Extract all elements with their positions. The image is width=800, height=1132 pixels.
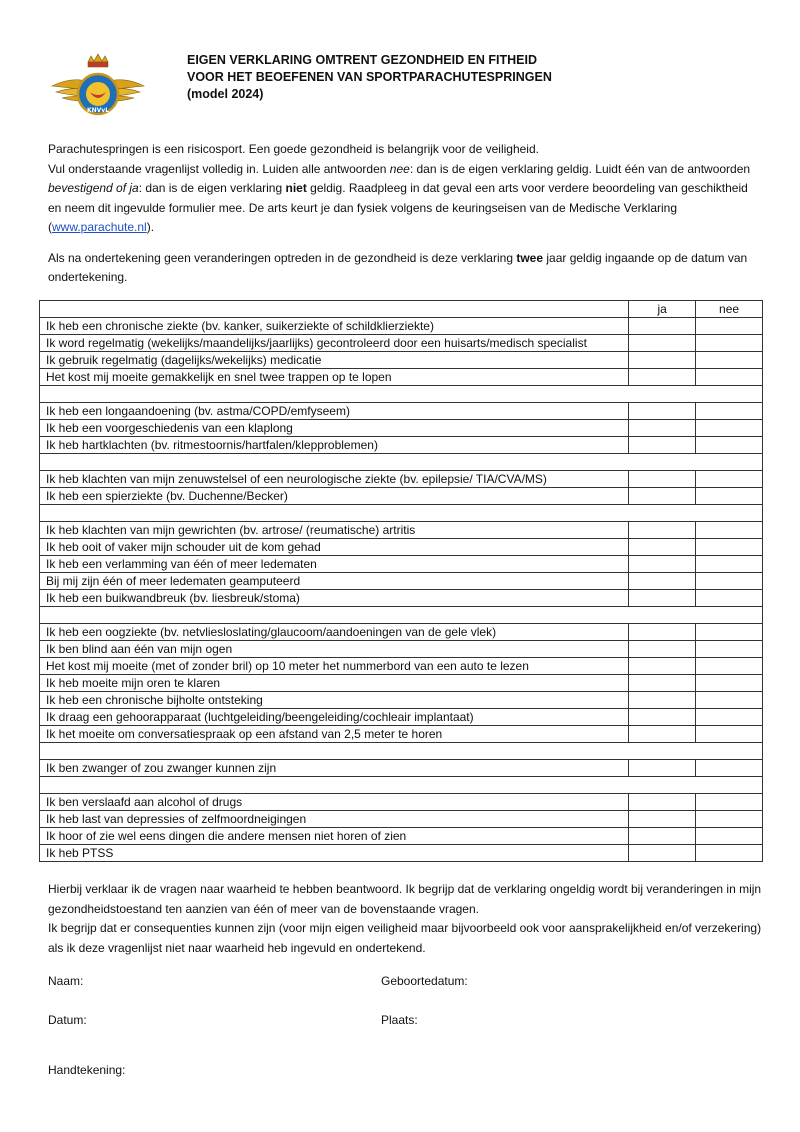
answer-nee-cell[interactable]: [696, 369, 763, 386]
declaration-paragraph-1: Hierbij verklaar ik de vragen naar waarheid te hebben beantwoord. Ik begrijp dat de verklaring ongeldig wordt bij veranderingen in mijn gezondheidstoestand ten aanzien van één of meer van de bovenstaande vragen.: [48, 882, 762, 916]
answer-nee-cell[interactable]: [696, 590, 763, 607]
question-text: Ik heb last van depressies of zelfmoordneigingen: [40, 811, 629, 828]
answer-nee-cell[interactable]: [696, 641, 763, 658]
question-row: [40, 811, 763, 828]
answer-ja-cell[interactable]: [629, 437, 696, 454]
title-line-1: EIGEN VERKLARING OMTRENT GEZONDHEID EN FITHEID: [187, 53, 538, 67]
question-column-header: [40, 301, 629, 318]
date-field-label[interactable]: Datum:: [48, 1013, 87, 1027]
question-row: [40, 573, 763, 590]
question-row: [40, 675, 763, 692]
answer-nee-cell[interactable]: [696, 828, 763, 845]
answer-nee-cell[interactable]: [696, 522, 763, 539]
answer-ja-cell[interactable]: [629, 352, 696, 369]
question-text: Ik ben verslaafd aan alcohol of drugs: [40, 794, 629, 811]
answer-nee-cell[interactable]: [696, 403, 763, 420]
answer-nee-cell[interactable]: [696, 845, 763, 862]
question-text: Ik hoor of zie wel eens dingen die andere mensen niet horen of zien: [40, 828, 629, 845]
answer-nee-cell[interactable]: [696, 539, 763, 556]
spacer-row: [40, 777, 763, 794]
question-text: Ik heb een oogziekte (bv. netvliesloslating/glaucoom/aandoeningen van de gele vlek): [40, 624, 629, 641]
answer-ja-cell[interactable]: [629, 726, 696, 743]
answer-nee-cell[interactable]: [696, 318, 763, 335]
birthdate-field-label[interactable]: Geboortedatum:: [381, 974, 468, 988]
answer-ja-cell[interactable]: [629, 675, 696, 692]
answer-nee-cell[interactable]: [696, 709, 763, 726]
answer-ja-cell[interactable]: [629, 760, 696, 777]
question-text: Ik heb een longaandoening (bv. astma/COPD/emfyseem): [40, 403, 629, 420]
spacer-cell: [40, 607, 763, 624]
question-text: Het kost mij moeite gemakkelijk en snel twee trappen op te lopen: [40, 369, 629, 386]
spacer-cell: [40, 505, 763, 522]
question-row: [40, 845, 763, 862]
answer-ja-cell[interactable]: [629, 556, 696, 573]
spacer-row: [40, 743, 763, 760]
answer-nee-cell[interactable]: [696, 811, 763, 828]
answer-nee-cell[interactable]: [696, 420, 763, 437]
question-text: Ik heb een spierziekte (bv. Duchenne/Becker): [40, 488, 629, 505]
question-row: [40, 420, 763, 437]
place-field-label[interactable]: Plaats:: [381, 1013, 418, 1027]
answer-ja-cell[interactable]: [629, 709, 696, 726]
table-header-row: [40, 301, 763, 318]
intro-text: [48, 140, 763, 288]
answer-ja-cell[interactable]: [629, 624, 696, 641]
spacer-cell: [40, 454, 763, 471]
declaration-paragraph-2: Ik begrijp dat er consequenties kunnen zijn (voor mijn eigen veiligheid maar bijvoorbeeld ook voor aansprakelijkheid en/of verzekering) als ik deze vragenlijst niet naar waarheid heb ingevuld en ondertekend.: [48, 921, 762, 955]
question-text: Ik word regelmatig (wekelijks/maandelijks/jaarlijks) gecontroleerd door een huisarts/medisch specialist: [40, 335, 629, 352]
answer-nee-cell[interactable]: [696, 692, 763, 709]
intro-paragraph-1: Vul onderstaande vragenlijst volledig in. Luiden alle antwoorden nee: dan is de eigen verklaring geldig. Luidt één van de antwoorden bevestigend of ja: dan is de eigen verklaring niet geldig. Raadpleeg in dat geval een arts voor verdere beoordeling van geschiktheid en neem dit ingevulde formulier mee. De arts keurt je dan fysiek volgens de keuringseisen van de Medische Verklaring (www.parachute.nl).: [48, 161, 751, 234]
question-row: [40, 828, 763, 845]
answer-nee-cell[interactable]: [696, 556, 763, 573]
svg-text:KNVvL: KNVvL: [86, 107, 110, 114]
answer-nee-cell[interactable]: [696, 471, 763, 488]
answer-ja-cell[interactable]: [629, 641, 696, 658]
spacer-row: [40, 454, 763, 471]
spacer-row: [40, 607, 763, 624]
question-row: [40, 352, 763, 369]
answer-nee-cell[interactable]: [696, 658, 763, 675]
question-text: Ik heb een verlamming van één of meer ledematen: [40, 556, 629, 573]
title-line-2: VOOR HET BEOEFENEN VAN SPORTPARACHUTESPRINGEN: [187, 70, 552, 84]
question-row: [40, 556, 763, 573]
signature-field-label[interactable]: Handtekening:: [48, 1063, 126, 1077]
question-row: [40, 794, 763, 811]
question-row: [40, 318, 763, 335]
answer-nee-cell[interactable]: [696, 675, 763, 692]
answer-nee-cell[interactable]: [696, 726, 763, 743]
answer-ja-cell[interactable]: [629, 471, 696, 488]
question-text: Ik heb moeite mijn oren te klaren: [40, 675, 629, 692]
answer-ja-cell[interactable]: [629, 420, 696, 437]
column-header-nee: nee: [696, 301, 763, 318]
document-title: [187, 52, 552, 103]
question-row: [40, 522, 763, 539]
question-text: Het kost mij moeite (met of zonder bril) op 10 meter het nummerbord van een auto te lezen: [40, 658, 629, 675]
answer-ja-cell[interactable]: [629, 318, 696, 335]
question-text: Ik gebruik regelmatig (dagelijks/wekelijks) medicatie: [40, 352, 629, 369]
parachute-link[interactable]: www.parachute.nl: [52, 220, 147, 234]
question-row: [40, 709, 763, 726]
spacer-cell: [40, 743, 763, 760]
spacer-cell: [40, 777, 763, 794]
answer-ja-cell[interactable]: [629, 573, 696, 590]
name-field-label[interactable]: Naam:: [48, 974, 84, 988]
crown-icon: [88, 54, 108, 67]
question-row: [40, 726, 763, 743]
question-text: Bij mij zijn één of meer ledematen geamputeerd: [40, 573, 629, 590]
answer-nee-cell[interactable]: [696, 624, 763, 641]
question-row: [40, 658, 763, 675]
question-text: Ik heb klachten van mijn zenuwstelsel of een neurologische ziekte (bv. epilepsie/ TIA/CVA/MS): [40, 471, 629, 488]
answer-nee-cell[interactable]: [696, 760, 763, 777]
health-questionnaire-table: [39, 300, 763, 862]
answer-nee-cell[interactable]: [696, 437, 763, 454]
knvvl-logo: [50, 52, 146, 124]
question-row: [40, 369, 763, 386]
answer-nee-cell[interactable]: [696, 335, 763, 352]
answer-ja-cell[interactable]: [629, 845, 696, 862]
answer-ja-cell[interactable]: [629, 403, 696, 420]
answer-ja-cell[interactable]: [629, 794, 696, 811]
spacer-row: [40, 386, 763, 403]
question-text: Ik het moeite om conversatiespraak op een afstand van 2,5 meter te horen: [40, 726, 629, 743]
answer-ja-cell[interactable]: [629, 590, 696, 607]
question-row: [40, 590, 763, 607]
question-row: [40, 437, 763, 454]
question-row: [40, 488, 763, 505]
question-row: [40, 760, 763, 777]
question-text: Ik heb een chronische ziekte (bv. kanker, suikerziekte of schildklierziekte): [40, 318, 629, 335]
intro-paragraph-2: Als na ondertekening geen veranderingen optreden in de gezondheid is deze verklaring twee jaar geldig ingaande op de datum van ondertekening.: [48, 250, 748, 284]
question-row: [40, 624, 763, 641]
question-row: [40, 471, 763, 488]
intro-line-1: Parachutespringen is een risicosport. Een goede gezondheid is belangrijk voor de veiligheid.: [48, 142, 539, 156]
answer-nee-cell[interactable]: [696, 352, 763, 369]
question-text: Ik heb een buikwandbreuk (bv. liesbreuk/stoma): [40, 590, 629, 607]
answer-ja-cell[interactable]: [629, 811, 696, 828]
question-text: Ik heb een chronische bijholte ontsteking: [40, 692, 629, 709]
answer-ja-cell[interactable]: [629, 658, 696, 675]
answer-ja-cell[interactable]: [629, 692, 696, 709]
question-text: Ik ben zwanger of zou zwanger kunnen zijn: [40, 760, 629, 777]
question-row: [40, 641, 763, 658]
question-row: [40, 403, 763, 420]
question-text: Ik heb ooit of vaker mijn schouder uit de kom gehad: [40, 539, 629, 556]
answer-ja-cell[interactable]: [629, 369, 696, 386]
declaration-text: [48, 880, 763, 958]
answer-ja-cell[interactable]: [629, 828, 696, 845]
answer-nee-cell[interactable]: [696, 573, 763, 590]
question-text: Ik ben blind aan één van mijn ogen: [40, 641, 629, 658]
question-text: Ik heb een voorgeschiedenis van een klaplong: [40, 420, 629, 437]
question-row: [40, 335, 763, 352]
answer-ja-cell[interactable]: [629, 522, 696, 539]
answer-ja-cell[interactable]: [629, 488, 696, 505]
question-text: Ik heb PTSS: [40, 845, 629, 862]
question-row: [40, 539, 763, 556]
column-header-ja: ja: [629, 301, 696, 318]
question-text: Ik heb klachten van mijn gewrichten (bv. artrose/ (reumatische) artritis: [40, 522, 629, 539]
title-line-3: (model 2024): [187, 87, 264, 101]
answer-nee-cell[interactable]: [696, 488, 763, 505]
answer-ja-cell[interactable]: [629, 539, 696, 556]
spacer-row: [40, 505, 763, 522]
answer-nee-cell[interactable]: [696, 794, 763, 811]
answer-ja-cell[interactable]: [629, 335, 696, 352]
question-text: Ik draag een gehoorapparaat (luchtgeleiding/beengeleiding/cochleair implantaat): [40, 709, 629, 726]
spacer-cell: [40, 386, 763, 403]
question-text: Ik heb hartklachten (bv. ritmestoornis/hartfalen/klepproblemen): [40, 437, 629, 454]
question-row: [40, 692, 763, 709]
